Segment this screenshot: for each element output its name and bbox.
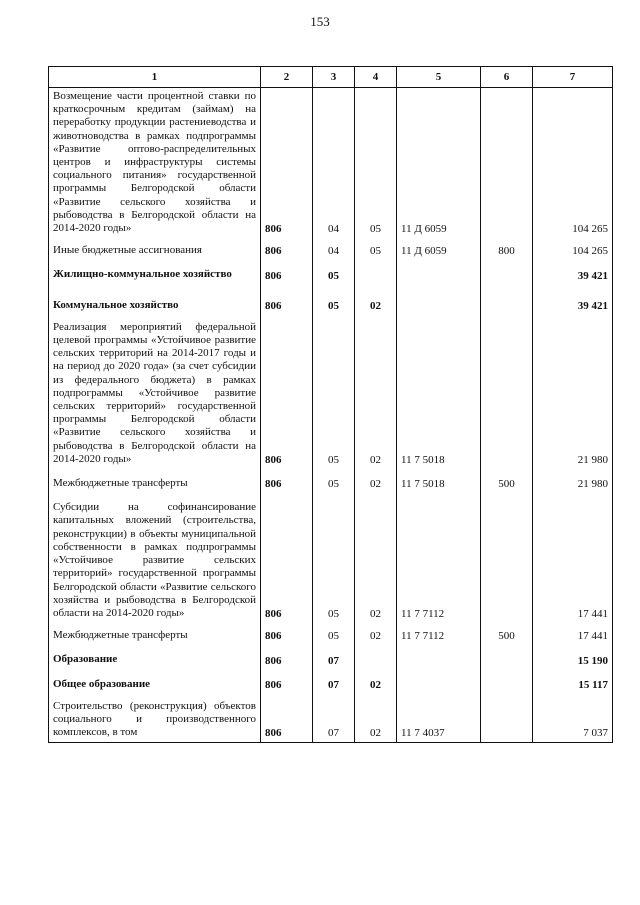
table-row <box>49 315 613 469</box>
row-sum: 21 980 <box>533 469 613 493</box>
row-subsection: 05 <box>355 88 397 239</box>
row-expense-type: 500 <box>481 469 533 493</box>
table-row <box>49 285 613 315</box>
row-expense-type <box>481 315 533 469</box>
table-row <box>49 260 613 284</box>
table-row <box>49 238 613 260</box>
page-number: 153 <box>310 14 330 29</box>
row-expense-type: 500 <box>481 623 533 645</box>
row-name: Образование <box>49 645 261 669</box>
row-name: Субсидии на софинансирование капитальных вложений (строительства, реконструкции) в объекты муниципальной собственности в рамках подпрограммы «Устойчивое развитие сельских территорий» государственной программы Белгородской области «Развитие сельского хозяйства и рыбоводства в Белгородской области на 2014-2020 годы» <box>49 493 261 623</box>
budget-table <box>48 66 613 743</box>
row-name: Реализация мероприятий федеральной целевой программы «Устойчивое развитие сельских территорий на 2014-2017 годы и на период до 2020 года» (за счет субсидии из федерального бюджета) в рамках подпрограммы «Устойчивое развитие сельских территорий» государственной программы Белгородской области «Развитие сельского хозяйства и рыбоводства в Белгородской области на 2014-2020 годы» <box>49 315 261 469</box>
header-col-6: 6 <box>481 67 533 88</box>
header-col-3: 3 <box>313 67 355 88</box>
row-code: 806 <box>261 285 313 315</box>
row-target <box>397 285 481 315</box>
row-code: 806 <box>261 670 313 694</box>
row-target: 11 Д 6059 <box>397 238 481 260</box>
row-sum: 17 441 <box>533 623 613 645</box>
row-subsection: 02 <box>355 315 397 469</box>
row-section: 05 <box>313 285 355 315</box>
row-section: 05 <box>313 260 355 284</box>
header-col-7: 7 <box>533 67 613 88</box>
row-subsection: 02 <box>355 670 397 694</box>
row-code: 806 <box>261 645 313 669</box>
row-name: Межбюджетные трансферты <box>49 469 261 493</box>
row-code: 806 <box>261 469 313 493</box>
header-col-2: 2 <box>261 67 313 88</box>
row-expense-type <box>481 493 533 623</box>
row-section: 07 <box>313 645 355 669</box>
row-subsection <box>355 645 397 669</box>
row-sum: 15 190 <box>533 645 613 669</box>
row-sum: 17 441 <box>533 493 613 623</box>
row-subsection <box>355 260 397 284</box>
row-section: 05 <box>313 623 355 645</box>
row-section: 05 <box>313 315 355 469</box>
row-sum: 39 421 <box>533 285 613 315</box>
table-row <box>49 88 613 239</box>
row-section: 05 <box>313 469 355 493</box>
row-subsection: 02 <box>355 285 397 315</box>
row-name: Иные бюджетные ассигнования <box>49 238 261 260</box>
table-row <box>49 694 613 743</box>
row-section: 04 <box>313 88 355 239</box>
row-expense-type <box>481 285 533 315</box>
row-sum: 7 037 <box>533 694 613 743</box>
row-target <box>397 645 481 669</box>
row-sum: 104 265 <box>533 88 613 239</box>
row-target: 11 Д 6059 <box>397 88 481 239</box>
row-name: Межбюджетные трансферты <box>49 623 261 645</box>
row-code: 806 <box>261 694 313 743</box>
row-expense-type <box>481 670 533 694</box>
row-name: Общее образование <box>49 670 261 694</box>
row-expense-type <box>481 645 533 669</box>
row-target: 11 7 7112 <box>397 623 481 645</box>
row-subsection: 02 <box>355 623 397 645</box>
table-row <box>49 493 613 623</box>
row-code: 806 <box>261 260 313 284</box>
row-sum: 21 980 <box>533 315 613 469</box>
header-col-5: 5 <box>397 67 481 88</box>
row-subsection: 02 <box>355 493 397 623</box>
row-section: 05 <box>313 493 355 623</box>
row-subsection: 02 <box>355 694 397 743</box>
row-subsection: 02 <box>355 469 397 493</box>
row-expense-type <box>481 694 533 743</box>
row-expense-type <box>481 88 533 239</box>
table-row <box>49 645 613 669</box>
row-name: Возмещение части процентной ставки по краткосрочным кредитам (займам) на переработку продукции растениеводства и животноводства в рамках подпрограммы «Развитие оптово-распределительных центров и инфраструктуры системы социального питания» государственной программы Белгородской области «Развитие сельского хозяйства и рыбоводства в Белгородской области на 2014-2020 годы» <box>49 88 261 239</box>
table-header-row <box>49 67 613 88</box>
table-row <box>49 469 613 493</box>
table-row <box>49 623 613 645</box>
row-target: 11 7 4037 <box>397 694 481 743</box>
row-code: 806 <box>261 238 313 260</box>
row-name: Строительство (реконструкция) объектов социального и производственного комплексов, в том <box>49 694 261 743</box>
row-target <box>397 670 481 694</box>
row-expense-type: 800 <box>481 238 533 260</box>
row-sum: 15 117 <box>533 670 613 694</box>
row-sum: 104 265 <box>533 238 613 260</box>
row-target: 11 7 5018 <box>397 469 481 493</box>
row-code: 806 <box>261 623 313 645</box>
row-target <box>397 260 481 284</box>
row-code: 806 <box>261 315 313 469</box>
row-name: Коммунальное хозяйство <box>49 285 261 315</box>
row-section: 07 <box>313 694 355 743</box>
table-row <box>49 670 613 694</box>
header-col-1: 1 <box>49 67 261 88</box>
row-target: 11 7 7112 <box>397 493 481 623</box>
row-expense-type <box>481 260 533 284</box>
row-code: 806 <box>261 493 313 623</box>
row-code: 806 <box>261 88 313 239</box>
row-sum: 39 421 <box>533 260 613 284</box>
row-name: Жилищно-коммунальное хозяйство <box>49 260 261 284</box>
header-col-4: 4 <box>355 67 397 88</box>
row-section: 07 <box>313 670 355 694</box>
row-section: 04 <box>313 238 355 260</box>
row-target: 11 7 5018 <box>397 315 481 469</box>
row-subsection: 05 <box>355 238 397 260</box>
